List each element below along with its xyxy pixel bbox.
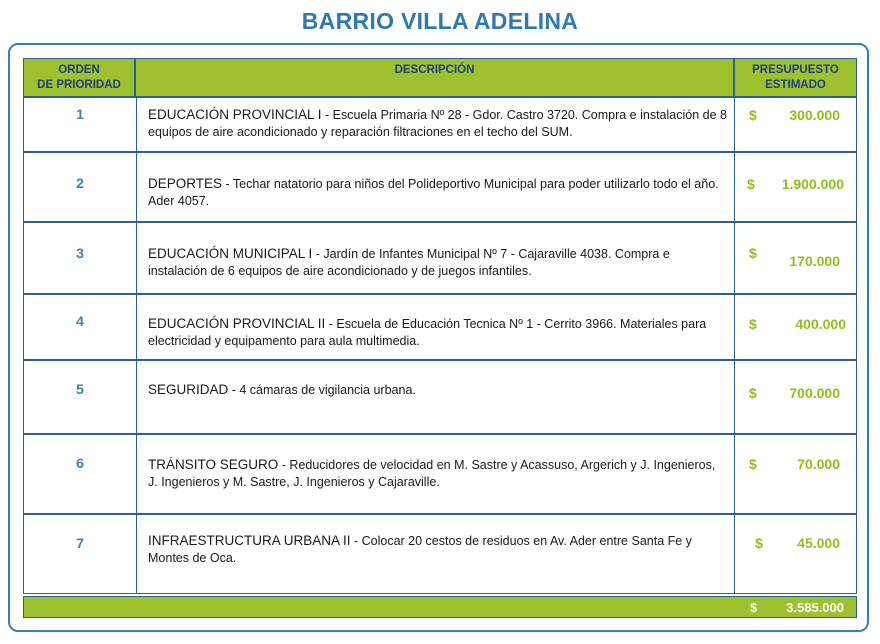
row-text: - Techar natatorio para niños del Polideportivo Municipal para poder utilizarlo todo el año. Ader 4057. bbox=[148, 177, 719, 208]
table-row bbox=[23, 97, 857, 152]
row-category: EDUCACIÓN MUNICIPAL I bbox=[148, 246, 313, 261]
row-amount-value: 700.000 bbox=[789, 385, 840, 401]
row-amount-value: 400.000 bbox=[795, 316, 846, 332]
row-category: TRÁNSITO SEGURO bbox=[148, 457, 279, 472]
row-number: 2 bbox=[24, 153, 137, 221]
row-amount bbox=[735, 153, 858, 221]
row-amount bbox=[735, 223, 858, 293]
row-currency: $ bbox=[747, 176, 755, 192]
header-descripcion: DESCRIPCIÓN bbox=[135, 58, 734, 97]
row-text: - Colocar 20 cestos de residuos en Av. Ader entre Santa Fe y Montes de Oca. bbox=[148, 534, 692, 565]
row-category: INFRAESTRUCTURA URBANA II bbox=[148, 533, 351, 548]
row-description bbox=[136, 361, 735, 433]
row-amount-value: 45.000 bbox=[797, 535, 840, 551]
table-row bbox=[23, 152, 857, 222]
row-text: - Escuela Primaria Nº 28 - Gdor. Castro 3720. Compra e instalación de 8 equipos de aire acondicionado y reparación filtraciones en el techo del SUM. bbox=[148, 108, 727, 139]
row-description bbox=[136, 435, 735, 513]
table-row bbox=[23, 514, 857, 594]
row-amount bbox=[735, 361, 858, 433]
row-number: 3 bbox=[24, 223, 137, 293]
header-orden-line2: DE PRIORIDAD bbox=[37, 79, 121, 91]
row-currency: $ bbox=[749, 385, 757, 401]
row-amount bbox=[735, 515, 858, 593]
row-currency: $ bbox=[749, 456, 757, 472]
total-currency: $ bbox=[750, 600, 758, 615]
table-row bbox=[23, 434, 857, 514]
row-number: 4 bbox=[24, 295, 137, 359]
row-amount bbox=[735, 98, 858, 151]
header-presupuesto-line1: PRESUPUESTO bbox=[752, 64, 839, 76]
row-description bbox=[136, 223, 735, 293]
row-description bbox=[136, 153, 735, 221]
row-text: - Reducidores de velocidad en M. Sastre y Acassuso, Argerich y J. Ingenieros, J. Ingenieros y M. Sastre, J. Ingenieros y Cajaraville. bbox=[148, 458, 716, 489]
row-category: DEPORTES bbox=[148, 176, 223, 191]
row-amount bbox=[735, 295, 858, 359]
header-orden bbox=[23, 58, 135, 97]
row-currency: $ bbox=[749, 107, 757, 123]
table-row bbox=[23, 222, 857, 294]
row-category: EDUCACIÓN PROVINCIAL II bbox=[148, 316, 326, 331]
row-amount-value: 300.000 bbox=[789, 107, 840, 123]
row-category: SEGURIDAD bbox=[148, 382, 229, 397]
row-amount-value: 1.900.000 bbox=[781, 176, 844, 192]
header-presupuesto bbox=[734, 58, 857, 97]
total-amount: 3.585.000 bbox=[786, 600, 844, 615]
row-description bbox=[136, 515, 735, 593]
row-number: 5 bbox=[24, 361, 137, 433]
table-row bbox=[23, 294, 857, 360]
row-text: - Jardín de Infantes Municipal Nº 7 - Cajaraville 4038. Compra e instalación de 6 equipos de aire acondicionado y de juegos infantiles. bbox=[148, 247, 670, 278]
row-number: 6 bbox=[24, 435, 137, 513]
row-amount-value: 70.000 bbox=[797, 456, 840, 472]
row-amount bbox=[735, 435, 858, 513]
row-currency: $ bbox=[749, 316, 757, 332]
row-description bbox=[136, 98, 735, 151]
page-title: BARRIO VILLA ADELINA bbox=[301, 8, 579, 34]
header-orden-line1: ORDEN bbox=[58, 64, 100, 76]
row-amount-value: 170.000 bbox=[789, 253, 840, 269]
row-category: EDUCACIÓN PROVINCIAL I bbox=[148, 107, 322, 122]
header-presupuesto-line2: ESTIMADO bbox=[765, 79, 826, 91]
row-text: - Escuela de Educación Tecnica Nº 1 - Cerrito 3966. Materiales para electricidad y equipamento para aula multimedia. bbox=[148, 317, 707, 348]
total-row bbox=[23, 596, 857, 618]
row-number: 7 bbox=[24, 515, 137, 593]
table-row bbox=[23, 360, 857, 434]
row-currency: $ bbox=[755, 535, 763, 551]
row-description bbox=[136, 295, 735, 359]
row-currency: $ bbox=[749, 245, 757, 261]
row-text: - 4 cámaras de vigilancia urbana. bbox=[228, 383, 416, 397]
row-number: 1 bbox=[24, 98, 137, 151]
